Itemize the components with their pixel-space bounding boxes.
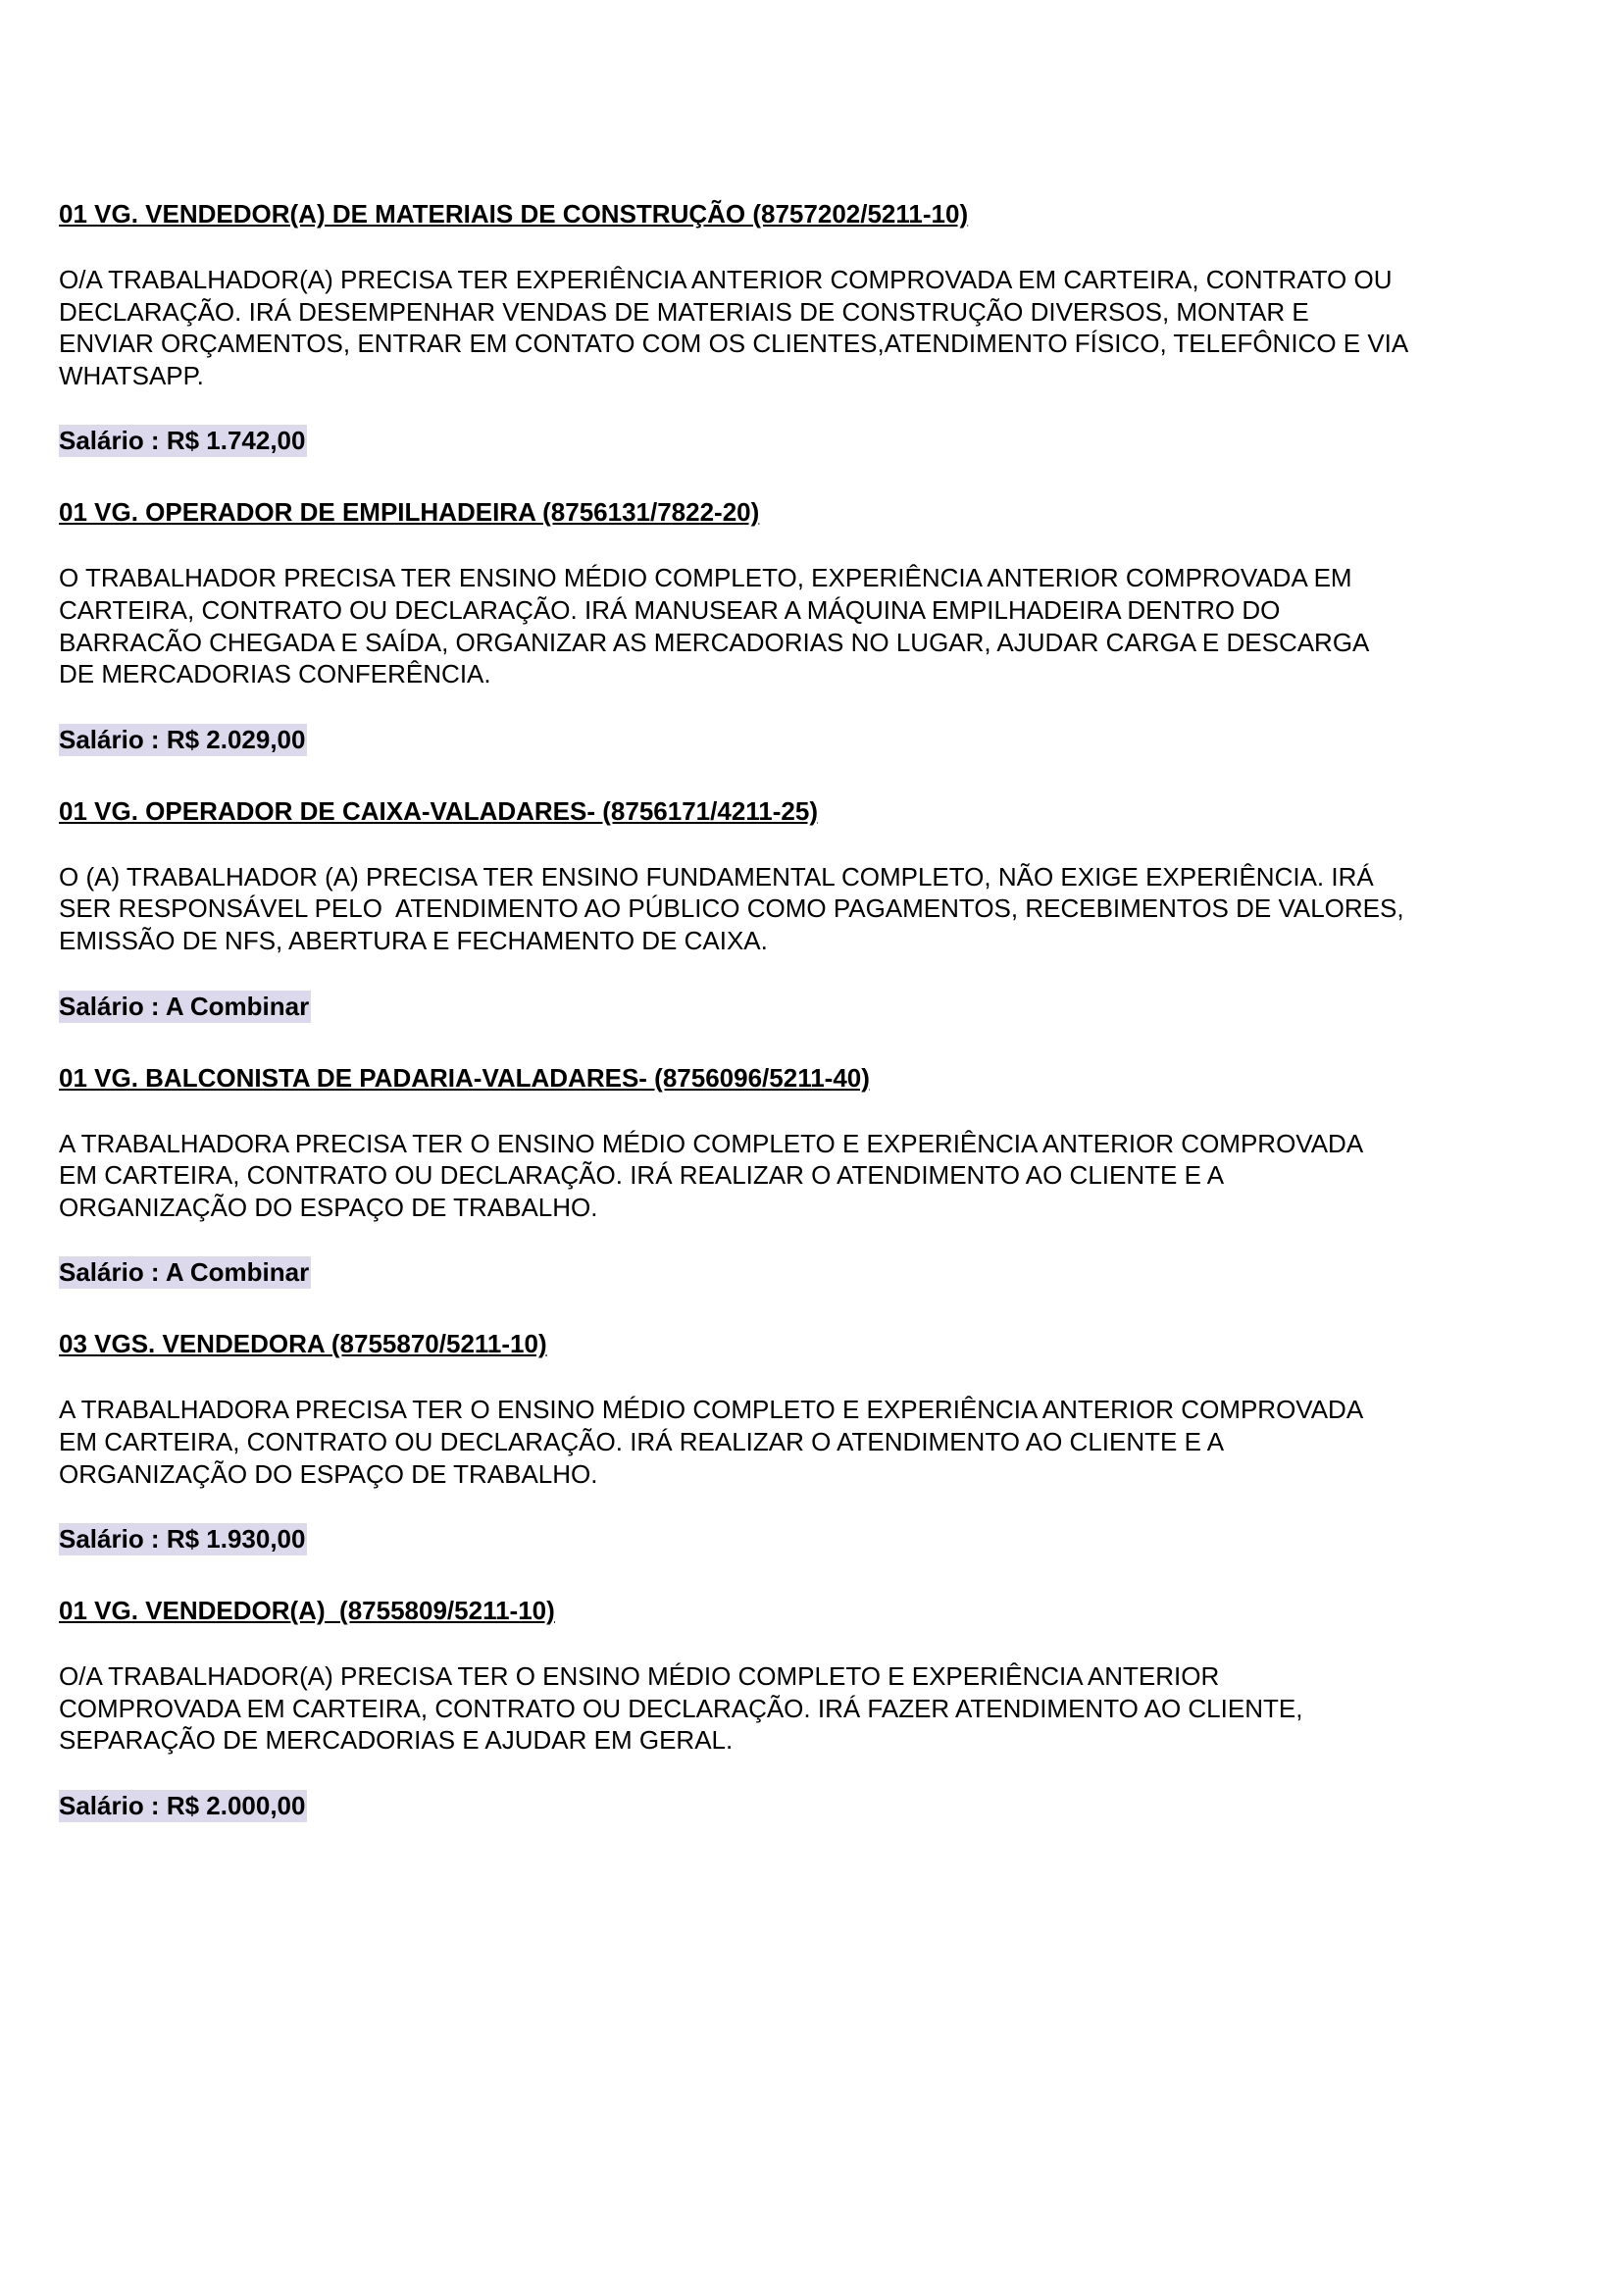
salary-label: Salário : R$ 1.930,00: [59, 1524, 306, 1555]
job-title: 01 VG. VENDEDOR(A) DE MATERIAIS DE CONSTRUÇÃO (8757202/5211-10): [59, 199, 969, 229]
job-title: 01 VG. OPERADOR DE CAIXA-VALADARES- (8756171/4211-25): [59, 795, 818, 826]
job-description: O/A TRABALHADOR(A) PRECISA TER O ENSINO MÉDIO COMPLETO E EXPERIÊNCIA ANTERIOR COMPROVADA EM CARTEIRA, CONTRATO OU DECLARAÇÃO. IRÁ FAZER ATENDIMENTO AO CLIENTE, SEPARAÇÃO DE MERCADORIAS E AJUDAR EM GERAL.: [59, 1661, 1303, 1756]
job-title: 01 VG. VENDEDOR(A) (8755809/5211-10): [59, 1596, 555, 1626]
job-description: A TRABALHADORA PRECISA TER O ENSINO MÉDIO COMPLETO E EXPERIÊNCIA ANTERIOR COMPROVADA EM CARTEIRA, CONTRATO OU DECLARAÇÃO. IRÁ REALIZAR O ATENDIMENTO AO CLIENTE E A ORGANIZAÇÃO DO ESPAÇO DE TRABALHO.: [59, 1128, 1364, 1222]
salary-label: Salário : A Combinar: [59, 1257, 310, 1288]
job-description: A TRABALHADORA PRECISA TER O ENSINO MÉDIO COMPLETO E EXPERIÊNCIA ANTERIOR COMPROVADA EM CARTEIRA, CONTRATO OU DECLARAÇÃO. IRÁ REALIZAR O ATENDIMENTO AO CLIENTE E A ORGANIZAÇÃO DO ESPAÇO DE TRABALHO.: [59, 1395, 1364, 1489]
job-listing: [59, 496, 1530, 755]
job-listing: [59, 795, 1530, 1023]
job-title: 01 VG. OPERADOR DE EMPILHADEIRA (8756131/7822-20): [59, 497, 760, 528]
job-listing: [59, 1062, 1530, 1290]
job-description: O/A TRABALHADOR(A) PRECISA TER EXPERIÊNCIA ANTERIOR COMPROVADA EM CARTEIRA, CONTRATO OU DECLARAÇÃO. IRÁ DESEMPENHAR VENDAS DE MATERIAIS DE CONSTRUÇÃO DIVERSOS, MONTAR E ENVIAR ORÇAMENTOS, ENTRAR EM CONTATO COM OS CLIENTES,ATENDIMENTO FÍSICO, TELEFÔNICO E VIA WHATSAPP.: [59, 265, 1409, 390]
salary-label: Salário : R$ 2.029,00: [59, 724, 306, 754]
job-listing: [59, 1595, 1530, 1822]
salary-label: Salário : A Combinar: [59, 991, 310, 1021]
job-title: 01 VG. BALCONISTA DE PADARIA-VALADARES- (8756096/5211-40): [59, 1062, 870, 1093]
job-listing: [59, 1328, 1530, 1555]
job-description: O (A) TRABALHADOR (A) PRECISA TER ENSINO FUNDAMENTAL COMPLETO, NÃO EXIGE EXPERIÊNCIA. IRÁ SER RESPONSÁVEL PELO ATENDIMENTO AO PÚBLICO COMO PAGAMENTOS, RECEBIMENTOS DE VALORES, EMISSÃO DE NFS, ABERTURA E FECHAMENTO DE CAIXA.: [59, 861, 1404, 955]
job-description: O TRABALHADOR PRECISA TER ENSINO MÉDIO COMPLETO, EXPERIÊNCIA ANTERIOR COMPROVADA EM CARTEIRA, CONTRATO OU DECLARAÇÃO. IRÁ MANUSEAR A MÁQUINA EMPILHADEIRA DENTRO DO BARRACÃO CHEGADA E SAÍDA, ORGANIZAR AS MERCADORIAS NO LUGAR, AJUDAR CARGA E DESCARGA DE MERCADORIAS CONFERÊNCIA.: [59, 563, 1370, 689]
job-title: 03 VGS. VENDEDORA (8755870/5211-10): [59, 1329, 547, 1359]
job-listings-document: [59, 198, 1530, 1861]
salary-label: Salário : R$ 2.000,00: [59, 1790, 306, 1820]
job-listing: [59, 198, 1530, 457]
salary-label: Salário : R$ 1.742,00: [59, 426, 306, 456]
